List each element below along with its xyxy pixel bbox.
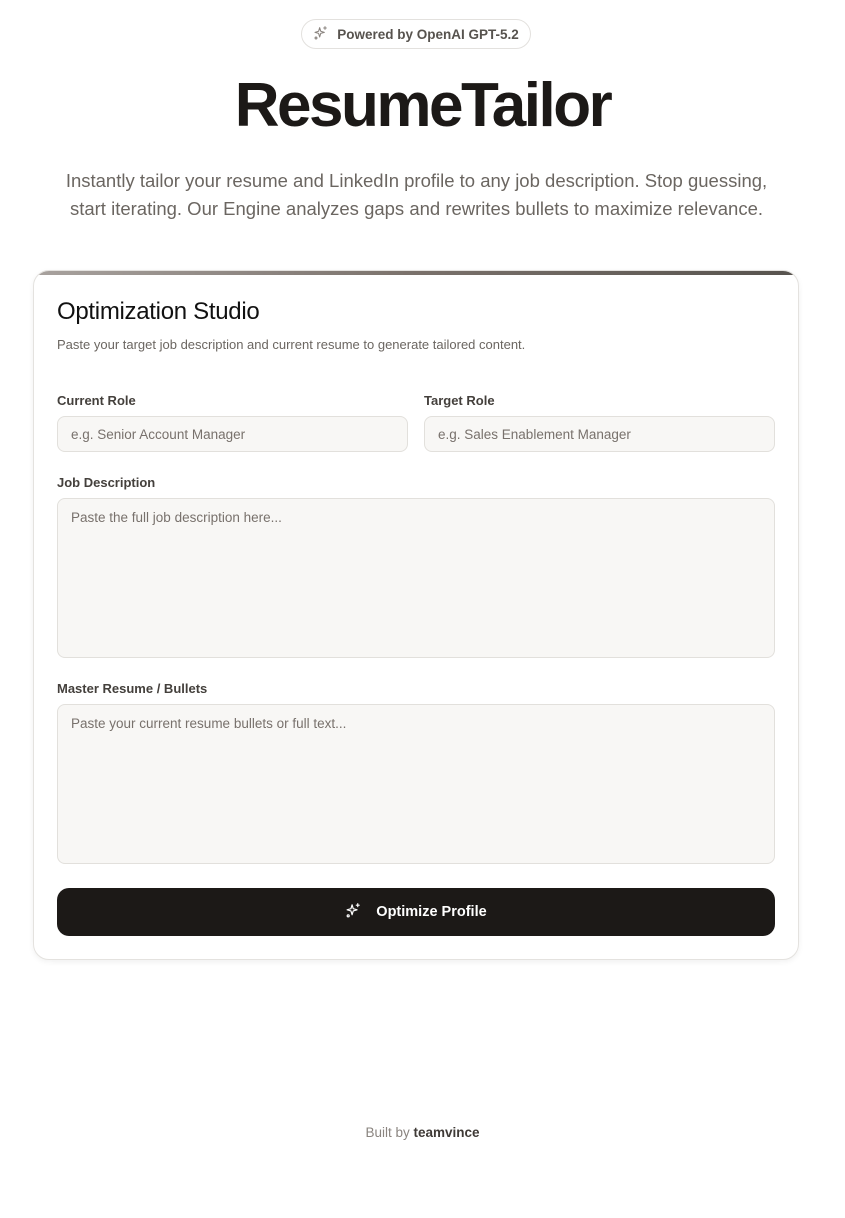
card-description: Paste your target job description and current resume to generate tailored content.: [57, 337, 526, 352]
footer-author-link[interactable]: teamvince: [413, 1125, 480, 1140]
badge-label: Powered by OpenAI GPT-5.2: [337, 26, 519, 42]
footer-prefix: Built by: [365, 1125, 410, 1140]
card-title: Optimization Studio: [57, 298, 260, 325]
job-description-label: Job Description: [57, 475, 156, 490]
job-description-textarea[interactable]: [57, 498, 775, 658]
sparkles-icon: [313, 25, 329, 44]
target-role-input[interactable]: [424, 416, 775, 452]
master-resume-label: Master Resume / Bullets: [57, 681, 208, 696]
target-role-label: Target Role: [424, 393, 495, 408]
optimization-studio-card: [33, 270, 799, 960]
app-title: ResumeTailor: [234, 71, 611, 140]
master-resume-textarea[interactable]: [57, 704, 775, 864]
sparkles-icon: [345, 902, 362, 923]
card-accent-bar: [34, 271, 798, 275]
current-role-label: Current Role: [57, 393, 136, 408]
powered-by-badge: [301, 19, 531, 49]
optimize-button-label: Optimize Profile: [376, 904, 487, 920]
app-subtitle: Instantly tailor your resume and LinkedIn profile to any job description. Stop guessing, start iterating. Our Engine analyzes gaps and rewrites bullets to maximize relevance.: [65, 170, 768, 219]
current-role-input[interactable]: [57, 416, 408, 452]
optimize-profile-button[interactable]: [57, 888, 775, 936]
footer: [0, 1125, 845, 1140]
